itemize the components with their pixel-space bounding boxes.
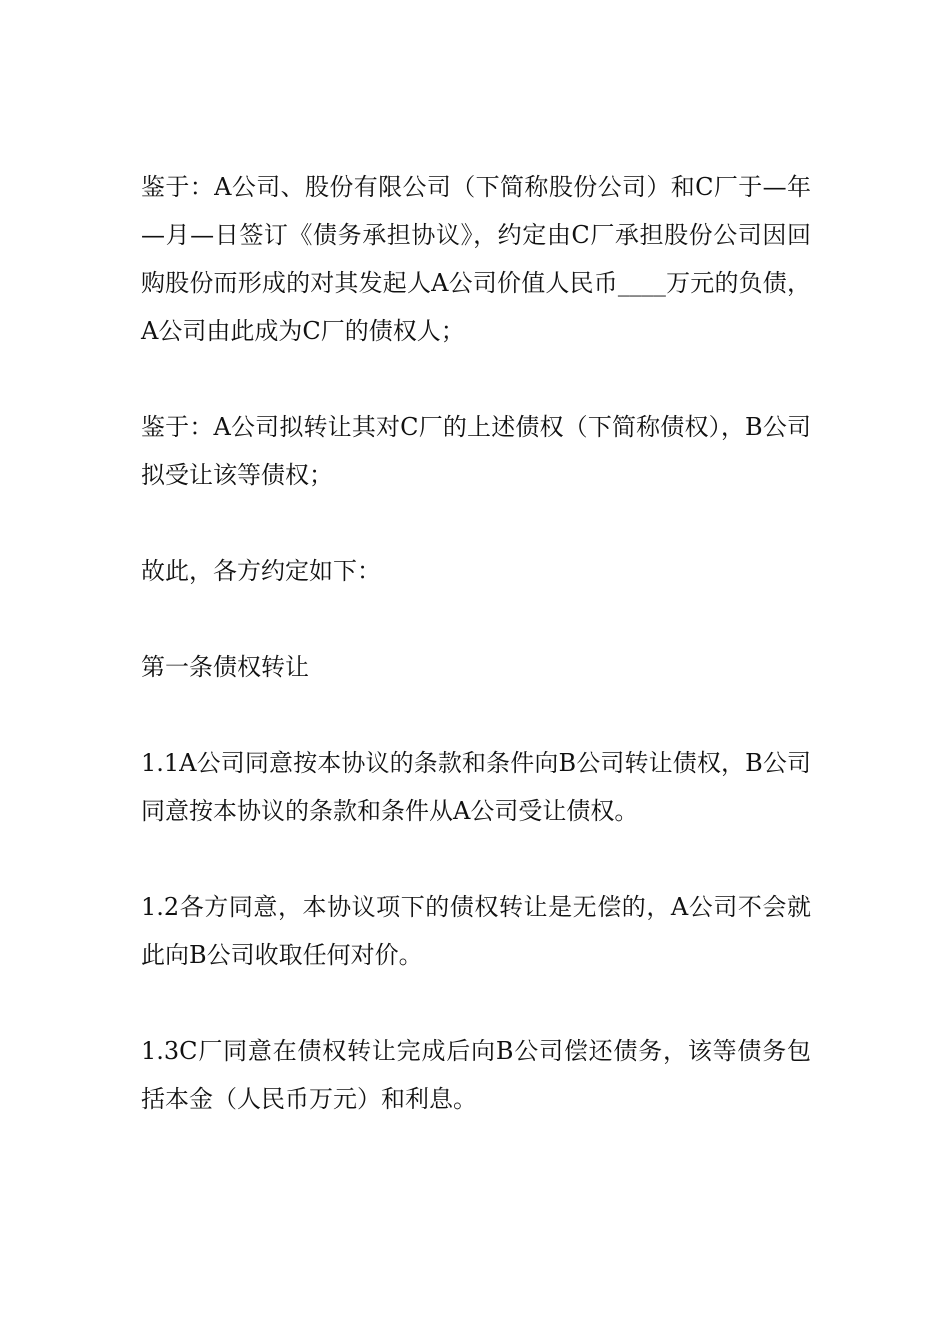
clause-1-3: 1.3C厂同意在债权转让完成后向B公司偿还债务，该等债务包括本金（人民币万元）和利息。 [141, 1037, 811, 1113]
clause-1-1: 1.1A公司同意按本协议的条款和条件向B公司转让债权，B公司同意按本协议的条款和条件从A公司受让债权。 [141, 749, 811, 825]
document-body [141, 163, 811, 1123]
recital-paragraph-2: 鉴于：A公司拟转让其对C厂的上述债权（下简称债权），B公司拟受让该等债权； [141, 413, 811, 489]
article-1-heading: 第一条债权转让 [141, 653, 309, 681]
clause-1-2: 1.2各方同意，本协议项下的债权转让是无偿的，A公司不会就此向B公司收取任何对价。 [141, 893, 811, 969]
recital-paragraph-1: 鉴于：A公司、股份有限公司（下简称股份公司）和C厂于—年—月—日签订《债务承担协议》，约定由C厂承担股份公司因回购股份而形成的对其发起人A公司价值人民币____万元的负债，A公司由此成为C厂的债权人； [141, 173, 811, 345]
agreement-intro: 故此，各方约定如下： [141, 557, 381, 585]
